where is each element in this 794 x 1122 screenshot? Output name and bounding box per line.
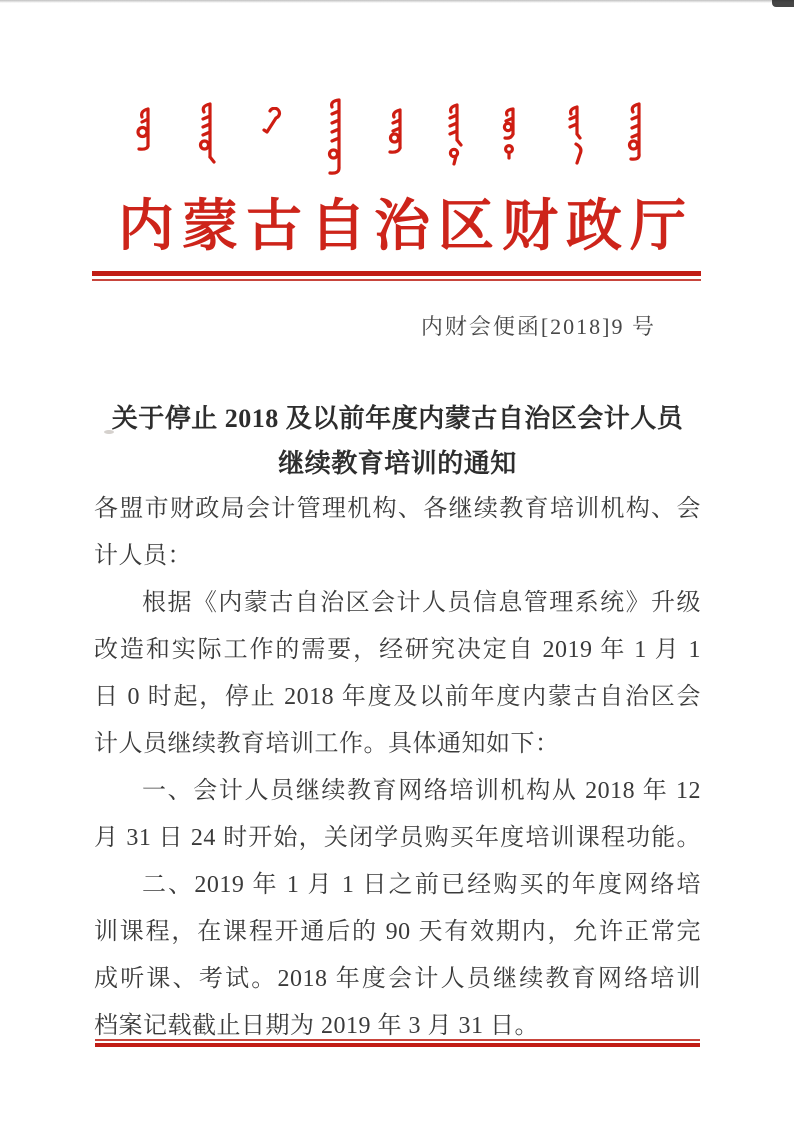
salutation-line: 各盟市财政局会计管理机构、各继续教育培训机构、会: [94, 496, 701, 522]
footer-rule-thick: [95, 1043, 700, 1048]
mongolian-word: [261, 107, 283, 135]
mongolian-word: [444, 102, 466, 166]
body-line: 训课程，在课程开通后的 90 天有效期内，允许正常完: [94, 919, 701, 945]
mongolian-word: [500, 106, 522, 160]
body-line: 根据《内蒙古自治区会计人员信息管理系统》升级: [142, 590, 701, 616]
body-line: 二、2019 年 1 月 1 日之前已经购买的年度网络培: [142, 872, 701, 898]
scan-edge-artifact: [0, 0, 794, 3]
body-line: 改造和实际工作的需要，经研究决定自 2019 年 1 月 1: [94, 637, 701, 663]
notice-title-line2: 继续教育培训的通知: [278, 449, 517, 478]
mongolian-word: [135, 106, 157, 152]
notice-title-line1: 关于停止 2018 及以前年度内蒙古自治区会计人员: [111, 404, 684, 433]
body-line: 月 31 日 24 时开始，关闭学员购买年度培训课程功能。: [94, 825, 701, 851]
body-line: 计人员继续教育培训工作。具体通知如下：: [94, 731, 560, 757]
scan-corner-artifact: [772, 0, 794, 7]
agency-name: 内蒙古自治区财政厅: [118, 196, 694, 258]
mongolian-word: [387, 107, 409, 155]
mongolian-word: [197, 100, 219, 164]
mongolian-word: [326, 96, 348, 176]
header-rule-thin: [92, 279, 701, 281]
document-body: [94, 486, 701, 1050]
notice-title: [94, 396, 701, 486]
body-line: 档案记载截止日期为 2019 年 3 月 31 日。: [94, 1013, 539, 1039]
mongolian-word: [564, 104, 588, 166]
header-rule-thick: [92, 271, 701, 276]
body-line: 一、会计人员继续教育网络培训机构从 2018 年 12: [142, 778, 701, 804]
footer-rule-thin: [95, 1039, 700, 1041]
salutation-line: 计人员：: [94, 543, 192, 569]
body-line: 日 0 时起，停止 2018 年度及以前年度内蒙古自治区会: [94, 684, 701, 710]
body-line: 成听课、考试。2018 年度会计人员继续教育网络培训: [94, 966, 701, 992]
doc-number: 内财会便函[2018]9 号: [420, 314, 656, 339]
mongolian-word: [626, 100, 648, 162]
